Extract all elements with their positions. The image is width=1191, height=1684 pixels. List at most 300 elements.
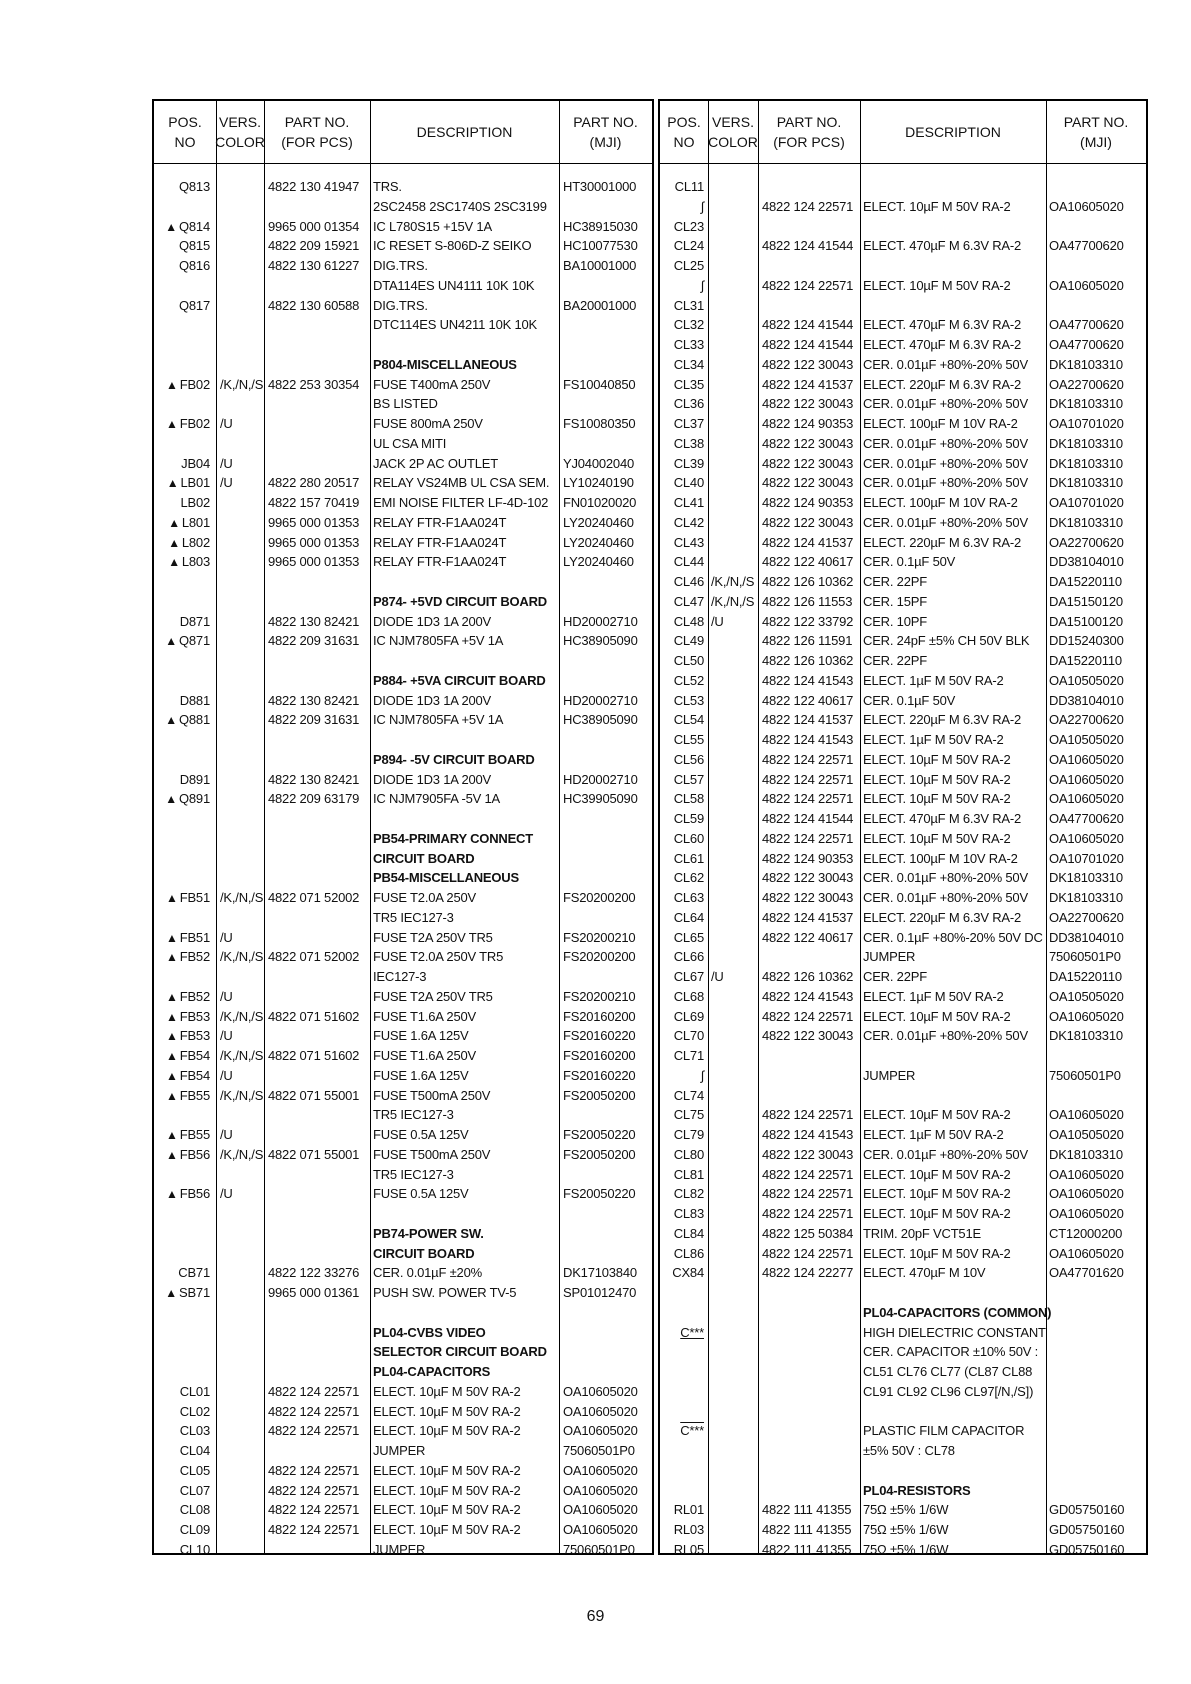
cell-text: CL61 xyxy=(673,850,704,866)
cell-pcs xyxy=(762,730,858,750)
cell-text: CIRCUIT BOARD xyxy=(373,1245,475,1261)
cell-text: OA10605020 xyxy=(563,1462,638,1478)
table-row xyxy=(660,1244,1146,1264)
cell-desc xyxy=(373,928,557,948)
cell-pos xyxy=(662,691,704,711)
cell-desc xyxy=(863,1263,1045,1283)
cell-mji xyxy=(1049,473,1149,493)
cell-text: FS20200200 xyxy=(563,949,636,965)
cell-desc xyxy=(373,631,557,651)
cell-text: OA47700620 xyxy=(1049,317,1124,333)
cell-text: 4822 125 50384 xyxy=(762,1225,854,1241)
cell-desc xyxy=(863,1105,1045,1125)
cell-text: 75Ω ±5% 1/6W xyxy=(863,1541,949,1557)
cell-text: 4822 122 33276 xyxy=(268,1265,360,1281)
cell-text: OA10605020 xyxy=(563,1522,638,1537)
cell-mji xyxy=(563,1421,655,1441)
cell-mji xyxy=(1049,750,1149,770)
cell-pos xyxy=(662,572,704,592)
cell-mji xyxy=(563,888,655,908)
cell-pcs xyxy=(268,513,368,533)
warning-triangle-icon: ▲ xyxy=(166,989,178,1004)
cell-pos xyxy=(662,592,704,612)
cell-mji xyxy=(1049,1165,1149,1185)
cell-text: CL42 xyxy=(673,514,704,530)
cell-text: 4822 124 22571 xyxy=(762,1107,854,1123)
table-row xyxy=(660,473,1146,493)
cell-mji xyxy=(1049,533,1149,553)
cell-pcs xyxy=(762,967,858,987)
table-row xyxy=(660,315,1146,335)
cell-text: FB55 xyxy=(179,1087,210,1103)
cell-text: CER. 0.01µF +80%-20% 50V xyxy=(863,1146,1028,1162)
cell-text: 4822 130 61227 xyxy=(268,258,360,273)
cell-text: CL04 xyxy=(179,1443,210,1458)
header-text: (FOR PCS) xyxy=(773,134,845,150)
cell-pos xyxy=(662,1105,704,1125)
cell-text: 4822 124 22571 xyxy=(762,791,854,807)
header-text: VERS. xyxy=(711,114,754,130)
cell-pcs xyxy=(762,473,858,493)
cell-mji xyxy=(563,493,655,513)
table-row xyxy=(660,1323,1146,1343)
cell-text: JUMPER xyxy=(863,949,916,965)
cell-desc xyxy=(863,394,1045,414)
cell-vers xyxy=(220,1125,264,1145)
table-row xyxy=(154,1263,652,1283)
cell-desc xyxy=(373,552,557,572)
cell-desc xyxy=(863,789,1045,809)
cell-desc xyxy=(373,1283,557,1303)
cell-text: RL03 xyxy=(673,1522,704,1537)
warning-triangle-icon: ▲ xyxy=(166,1088,178,1103)
cell-pos xyxy=(156,513,210,534)
cell-mji xyxy=(1049,276,1149,296)
cell-text: CL08 xyxy=(179,1502,210,1518)
table-row xyxy=(660,375,1146,395)
cell-text: OA10701020 xyxy=(1049,495,1124,510)
cell-desc xyxy=(863,750,1045,770)
warning-triangle-icon: ▲ xyxy=(168,535,180,550)
cell-text: ELECT. 10µF M 50V RA-2 xyxy=(373,1502,521,1518)
cell-pos xyxy=(156,217,210,238)
table-row xyxy=(154,829,652,849)
cell-pcs xyxy=(762,1007,858,1027)
cell-text: ELECT. 220µF M 6.3V RA-2 xyxy=(863,712,1022,728)
cell-desc xyxy=(863,315,1045,335)
cell-text: TRS. xyxy=(373,179,402,194)
cell-mji xyxy=(1049,1540,1149,1560)
table-row xyxy=(660,1500,1146,1520)
table-row xyxy=(154,1046,652,1066)
cell-text: 4822 124 90353 xyxy=(762,850,854,866)
cell-pos xyxy=(662,947,704,967)
cell-mji xyxy=(1049,592,1149,612)
cell-pcs xyxy=(268,473,368,493)
cell-mji xyxy=(563,236,655,256)
cell-pos xyxy=(156,414,210,435)
table-row xyxy=(154,533,652,553)
cell-desc xyxy=(863,987,1045,1007)
cell-pos xyxy=(662,434,704,454)
cell-pcs xyxy=(762,1184,858,1204)
cell-pcs xyxy=(268,1145,368,1165)
cell-vers xyxy=(220,947,264,967)
cell-desc xyxy=(373,1263,557,1283)
cell-text: 4822 124 22571 xyxy=(762,751,854,767)
cell-desc xyxy=(373,296,557,316)
cell-text: 4822 111 41355 xyxy=(762,1522,852,1537)
cell-mji xyxy=(1049,513,1149,533)
cell-pos xyxy=(156,1520,210,1540)
cell-text: CL56 xyxy=(673,751,704,767)
cell-desc xyxy=(863,454,1045,474)
cell-pos xyxy=(662,1421,704,1441)
cell-text: OA10605020 xyxy=(563,1423,638,1439)
table-body-right xyxy=(660,177,1146,1560)
table-row xyxy=(154,552,652,572)
table-row xyxy=(154,197,652,217)
cell-text: IC NJM7805FA +5V 1A xyxy=(373,712,504,728)
cell-text: OA10605020 xyxy=(1049,771,1124,787)
cell-text: Q881 xyxy=(178,712,210,728)
table-row xyxy=(154,454,652,474)
cell-text: JUMPER xyxy=(863,1067,916,1083)
cell-text: PB74-POWER SW. xyxy=(373,1225,484,1241)
cell-text: Q814 xyxy=(178,218,210,234)
cell-pcs xyxy=(762,928,858,948)
table-row xyxy=(660,809,1146,829)
cell-vers xyxy=(220,1046,264,1066)
cell-pcs xyxy=(762,987,858,1007)
cell-text: CL09 xyxy=(179,1522,210,1537)
cell-text: 9965 000 01353 xyxy=(268,514,360,530)
cell-text: DK18103310 xyxy=(1049,1028,1123,1044)
table-row xyxy=(154,671,652,691)
cell-text: OA10605020 xyxy=(563,1482,638,1498)
cell-pos xyxy=(662,612,704,632)
cell-text: /U xyxy=(220,475,233,491)
cell-text: BA20001000 xyxy=(563,297,637,313)
cell-text: /U xyxy=(220,1028,233,1044)
cell-text: 4822 157 70419 xyxy=(268,495,360,510)
table-row xyxy=(154,394,652,414)
cell-desc xyxy=(373,197,557,217)
cell-desc xyxy=(863,967,1045,987)
cell-desc xyxy=(863,1441,1045,1461)
table-row xyxy=(154,1481,652,1501)
cell-desc xyxy=(863,1007,1045,1027)
cell-pos xyxy=(156,1066,210,1087)
cell-mji xyxy=(1049,631,1149,651)
table-row xyxy=(154,217,652,237)
cell-mji xyxy=(1049,1105,1149,1125)
cell-mji xyxy=(1049,770,1149,790)
cell-text: FS10080350 xyxy=(563,416,636,431)
cell-text: RL01 xyxy=(673,1502,704,1518)
table-row xyxy=(154,1382,652,1402)
table-row xyxy=(154,1362,652,1382)
table-row xyxy=(154,1402,652,1422)
cell-desc xyxy=(863,493,1045,513)
cell-text: HC38915030 xyxy=(563,218,638,234)
table-row xyxy=(660,967,1146,987)
table-row xyxy=(660,493,1146,513)
cell-text: FUSE T400mA 250V xyxy=(373,376,491,392)
cell-text: CER. 0.1µF 50V xyxy=(863,692,956,708)
cell-mji xyxy=(563,928,655,948)
table-row xyxy=(154,1283,652,1303)
cell-text: FB56 xyxy=(179,1146,210,1162)
cell-pcs xyxy=(268,375,368,395)
cell-text: 4822 122 40617 xyxy=(762,929,854,945)
cell-text: CL57 xyxy=(673,771,704,787)
table-row xyxy=(660,1382,1146,1402)
cell-text: 4822 122 30043 xyxy=(762,356,854,372)
cell-text: RELAY FTR-F1AA024T xyxy=(373,554,507,570)
cell-pos xyxy=(156,770,210,790)
cell-text: 4822 124 22571 xyxy=(762,771,854,787)
cell-text: 4822 122 30043 xyxy=(762,435,854,451)
table-row xyxy=(154,473,652,493)
cell-text: ELECT. 10µF M 50V RA-2 xyxy=(863,791,1011,807)
cell-text: CL39 xyxy=(673,455,704,471)
cell-desc xyxy=(373,1026,557,1046)
cell-text: PL04-CVBS VIDEO xyxy=(373,1324,486,1340)
cell-text: FB53 xyxy=(179,1028,210,1044)
cell-text: FS20200210 xyxy=(563,988,636,1004)
cell-text: ELECT. 10µF M 50V RA-2 xyxy=(373,1383,521,1399)
cell-mji xyxy=(1049,1244,1149,1264)
cell-desc xyxy=(863,1303,1052,1323)
cell-text: ELECT. 10µF M 50V RA-2 xyxy=(373,1423,521,1439)
cell-text: GD05750160 xyxy=(1049,1541,1125,1557)
warning-triangle-icon: ▲ xyxy=(166,1009,178,1024)
cell-text: FS20050220 xyxy=(563,1127,636,1142)
cell-mji xyxy=(1049,888,1149,908)
cell-mji xyxy=(1049,612,1149,632)
table-row xyxy=(154,1125,652,1145)
cell-text: CL80 xyxy=(673,1146,704,1162)
cell-mji xyxy=(1049,1145,1149,1165)
cell-text: PL04-RESISTORS xyxy=(863,1482,971,1498)
cell-desc xyxy=(373,513,557,533)
cell-desc xyxy=(863,276,1045,296)
cell-text: /K,/N,/S xyxy=(711,574,755,589)
cell-desc xyxy=(863,473,1045,493)
cell-text: FB54 xyxy=(179,1067,210,1083)
cell-text: PB54-PRIMARY CONNECT xyxy=(373,830,533,846)
cell-text: 4822 071 52002 xyxy=(268,949,360,965)
cell-text: CL38 xyxy=(673,435,704,451)
table-row xyxy=(660,710,1146,730)
warning-triangle-icon: ▲ xyxy=(166,1049,178,1063)
cell-pos xyxy=(662,197,704,217)
cell-text: /K,/N,/S xyxy=(711,593,755,609)
cell-desc xyxy=(863,710,1045,730)
cell-text: DK18103310 xyxy=(1049,356,1123,372)
cell-vers xyxy=(220,1066,264,1086)
cell-text: BA10001000 xyxy=(563,258,637,273)
cell-desc xyxy=(373,1125,557,1145)
cell-vers xyxy=(220,1026,264,1046)
table-row xyxy=(154,908,652,928)
cell-mji xyxy=(563,770,655,790)
cell-text: OA10605020 xyxy=(1049,1186,1124,1202)
cell-text: OA10605020 xyxy=(1049,791,1124,807)
cell-text: CL68 xyxy=(673,988,704,1004)
cell-text: FS20050200 xyxy=(563,1087,636,1103)
table-row xyxy=(154,1461,652,1481)
cell-mji xyxy=(1049,691,1149,711)
cell-text: CL24 xyxy=(673,238,704,254)
cell-text: OA22700620 xyxy=(1049,376,1124,392)
cell-mji xyxy=(1049,236,1149,256)
cell-vers xyxy=(711,572,757,592)
cell-text: 4822 124 41537 xyxy=(762,534,854,550)
cell-text: CER. 0.01µF +80%-20% 50V xyxy=(863,455,1028,471)
cell-mji xyxy=(1049,730,1149,750)
cell-desc xyxy=(373,1481,557,1501)
cell-text: PL04-CAPACITORS xyxy=(373,1364,491,1379)
table-row xyxy=(660,1421,1146,1441)
cell-vers xyxy=(220,1184,264,1204)
header-description xyxy=(860,101,1046,163)
table-row xyxy=(154,1184,652,1204)
cell-mji xyxy=(563,1125,655,1145)
cell-text: 4822 122 30043 xyxy=(762,890,854,905)
table-row xyxy=(154,572,652,592)
cell-pos xyxy=(662,908,704,928)
cell-text: 4822 124 22571 xyxy=(762,1245,854,1261)
table-row xyxy=(154,631,652,651)
cell-pcs xyxy=(762,375,858,395)
table-row xyxy=(154,375,652,395)
cell-pos xyxy=(156,1263,210,1283)
cell-text: 4822 130 60588 xyxy=(268,297,360,313)
cell-text: FUSE 1.6A 125V xyxy=(373,1028,469,1044)
cell-text: FS20160200 xyxy=(563,1048,636,1063)
cell-mji xyxy=(1049,552,1149,572)
cell-text: CL86 xyxy=(673,1245,704,1261)
cell-mji xyxy=(1049,967,1149,987)
cell-text: FB56 xyxy=(179,1186,210,1202)
cell-text: /U xyxy=(711,969,724,984)
cell-pcs xyxy=(268,691,368,711)
cell-text: FUSE T2.0A 250V xyxy=(373,890,476,905)
cell-text: 4822 124 22571 xyxy=(268,1423,360,1439)
cell-text: GD05750160 xyxy=(1049,1502,1125,1518)
cell-text: DD38104010 xyxy=(1049,929,1124,945)
table-row xyxy=(660,394,1146,414)
cell-desc xyxy=(373,1105,557,1125)
cell-text: Q891 xyxy=(178,791,210,807)
cell-desc xyxy=(863,730,1045,750)
cell-desc xyxy=(863,513,1045,533)
cell-text: CL01 xyxy=(179,1383,210,1399)
cell-pos xyxy=(156,1007,210,1028)
cell-text: OA10605020 xyxy=(1049,1008,1124,1024)
header-text: VERS. xyxy=(218,114,261,130)
cell-text: 9965 000 01353 xyxy=(268,534,360,550)
cell-desc xyxy=(373,533,557,553)
cell-text: 4822 071 55001 xyxy=(268,1146,360,1162)
cell-text: 4822 122 30043 xyxy=(762,870,854,886)
cell-text: FUSE 0.5A 125V xyxy=(373,1127,469,1142)
cell-mji xyxy=(563,533,655,553)
cell-pcs xyxy=(268,1382,368,1402)
cell-text: OA22700620 xyxy=(1049,909,1124,925)
cell-pos xyxy=(156,612,210,632)
cell-text: ∫ xyxy=(700,277,704,293)
cell-text: OA10605020 xyxy=(1049,1245,1124,1261)
cell-text: CER. 0.01µF +80%-20% 50V xyxy=(863,475,1028,491)
cell-text: CER. 0.01µF +80%-20% 50V xyxy=(863,396,1028,412)
cell-text: /K,/N,/S xyxy=(220,949,264,965)
cell-pos xyxy=(156,1125,210,1146)
header-text: (MJI) xyxy=(1080,134,1112,150)
cell-pos xyxy=(662,513,704,533)
cell-text: CL83 xyxy=(673,1206,704,1221)
cell-mji xyxy=(563,454,655,474)
cell-mji xyxy=(1049,572,1149,592)
table-row xyxy=(660,217,1146,237)
cell-mji xyxy=(1049,849,1149,869)
cell-pcs xyxy=(762,710,858,730)
cell-pcs xyxy=(762,651,858,671)
cell-text: CER. 0.1µF 50V xyxy=(863,554,956,570)
cell-text: FS20050220 xyxy=(563,1186,636,1202)
cell-desc xyxy=(863,868,1045,888)
cell-text: 4822 280 20517 xyxy=(268,475,360,491)
cell-text: /U xyxy=(220,1127,233,1142)
page-number: 69 xyxy=(586,1608,605,1625)
cell-pcs xyxy=(268,612,368,632)
cell-text: CL71 xyxy=(673,1048,704,1063)
cell-desc xyxy=(373,1184,557,1204)
cell-text: CL31 xyxy=(673,297,704,313)
warning-triangle-icon: ▲ xyxy=(165,219,177,234)
table-row xyxy=(660,1362,1146,1382)
cell-text: FB51 xyxy=(179,890,210,905)
cell-text: ELECT. 10µF M 50V RA-2 xyxy=(863,771,1011,787)
cell-pos xyxy=(662,1263,704,1283)
header-part-no-pcs xyxy=(758,101,860,163)
table-row xyxy=(154,1540,652,1560)
cell-mji xyxy=(563,947,655,967)
cell-desc xyxy=(863,1342,1045,1362)
cell-text: DK18103310 xyxy=(1049,455,1123,471)
cell-text: 4822 124 41544 xyxy=(762,811,854,826)
cell-pos xyxy=(662,730,704,750)
cell-text: /U xyxy=(220,455,233,471)
cell-mji xyxy=(563,1402,655,1422)
cell-text: DD15240300 xyxy=(1049,633,1124,649)
cell-pos xyxy=(156,1421,210,1441)
cell-text: ELECT. 10µF M 50V RA-2 xyxy=(863,1107,1011,1123)
cell-pos xyxy=(156,1184,210,1205)
table-row xyxy=(660,454,1146,474)
table-row xyxy=(154,1441,652,1461)
cell-desc xyxy=(863,552,1045,572)
cell-mji xyxy=(1049,651,1149,671)
cell-desc xyxy=(863,375,1045,395)
cell-text: PLASTIC FILM CAPACITOR xyxy=(863,1423,1025,1439)
cell-text: ELECT. 10µF M 50V RA-2 xyxy=(863,1166,1011,1182)
table-row xyxy=(154,1105,652,1125)
cell-text: ELECT. 100µF M 10V RA-2 xyxy=(863,495,1018,510)
cell-text: 4822 126 11553 xyxy=(762,593,853,609)
